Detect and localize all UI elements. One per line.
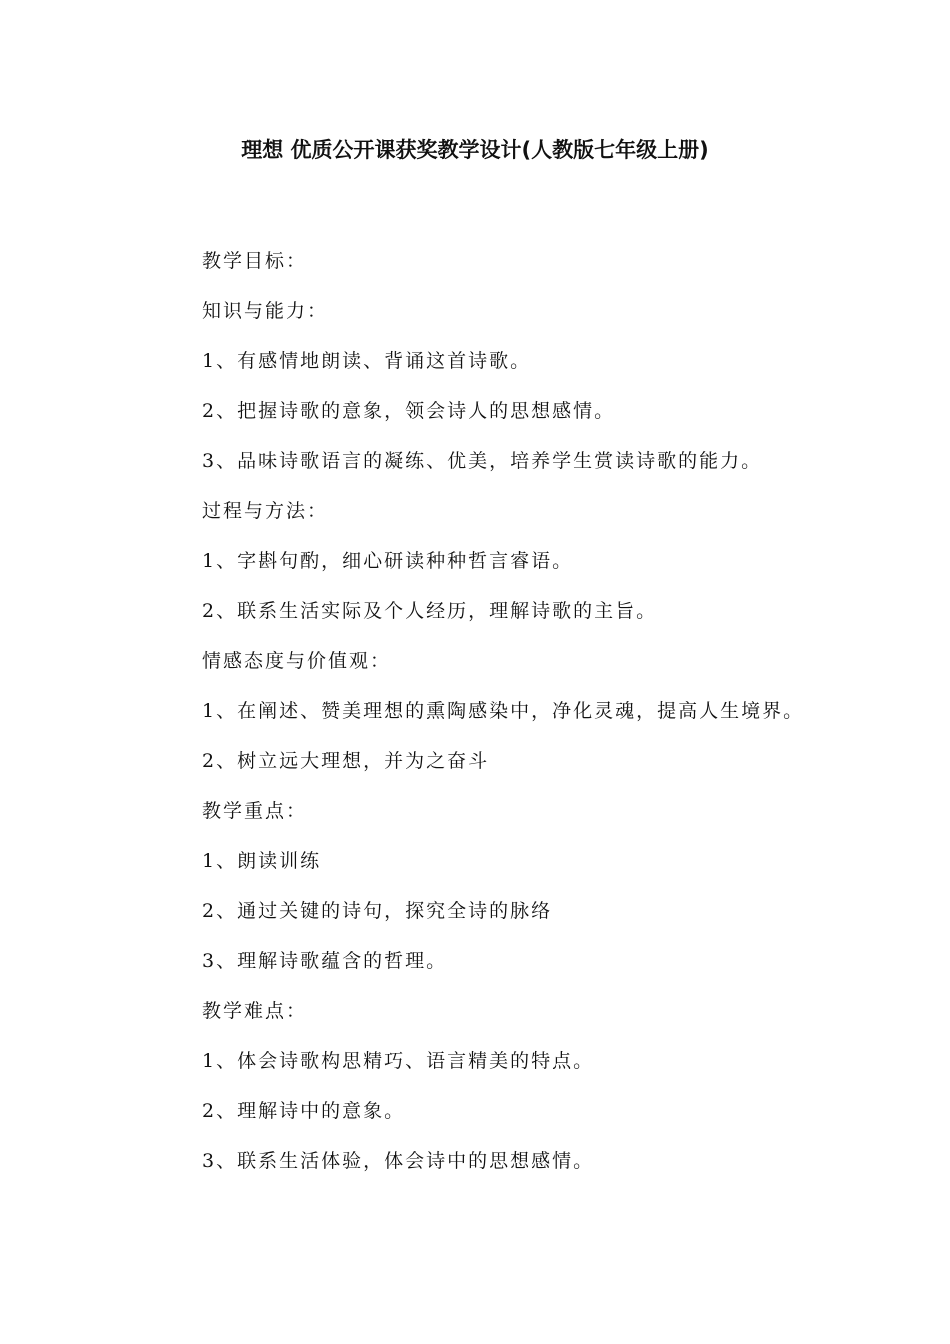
paragraph: 教学难点： — [202, 1000, 308, 1022]
paragraph: 过程与方法： — [202, 500, 329, 522]
paragraph: 2、理解诗中的意象。 — [202, 1100, 406, 1122]
paragraph: 3、品味诗歌语言的凝练、优美，培养学生赏读诗歌的能力。 — [202, 450, 763, 472]
paragraph: 2、通过关键的诗句，探究全诗的脉络 — [202, 900, 553, 922]
document-body — [145, 236, 810, 1186]
paragraph: 教学重点： — [202, 800, 308, 822]
paragraph: 1、有感情地朗读、背诵这首诗歌。 — [202, 350, 532, 372]
paragraph: 2、联系生活实际及个人经历，理解诗歌的主旨。 — [202, 600, 658, 622]
paragraph: 3、理解诗歌蕴含的哲理。 — [202, 950, 448, 972]
paragraph: 1、朗读训练 — [202, 850, 322, 872]
paragraph: 3、联系生活体验，体会诗中的思想感情。 — [202, 1150, 595, 1172]
document-title: 理想 优质公开课获奖教学设计(人教版七年级上册) — [241, 138, 709, 162]
paragraph: 1、在阐述、赞美理想的熏陶感染中，净化灵魂，提高人生境界。 — [202, 700, 805, 722]
paragraph: 1、字斟句酌，细心研读种种哲言睿语。 — [202, 550, 574, 572]
paragraph: 情感态度与价值观： — [202, 650, 392, 672]
paragraph: 知识与能力： — [202, 300, 329, 322]
paragraph: 教学目标： — [202, 250, 308, 272]
paragraph: 2、树立远大理想，并为之奋斗 — [202, 750, 490, 772]
paragraph: 1、体会诗歌构思精巧、语言精美的特点。 — [202, 1050, 595, 1072]
paragraph: 2、把握诗歌的意象，领会诗人的思想感情。 — [202, 400, 616, 422]
